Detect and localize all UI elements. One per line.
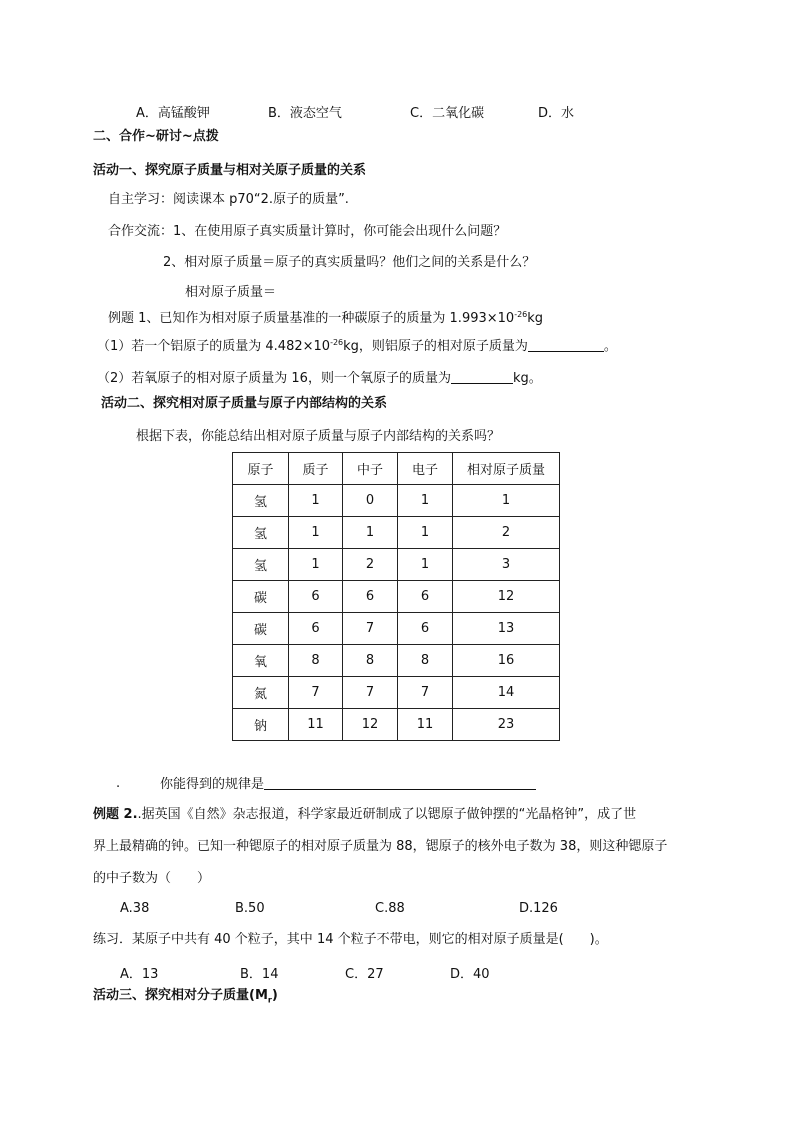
cell-atom: 氢 [233, 485, 289, 517]
example2-option-a: A.38 [120, 901, 150, 916]
option-a: A．高锰酸钾 [136, 106, 210, 121]
example2-option-c: C.88 [375, 901, 405, 916]
cell-electrons: 1 [398, 517, 453, 549]
practice-option-b: B．14 [240, 967, 279, 982]
activity2-intro: 根据下表，你能总结出相对原子质量与原子内部结构的关系吗？ [136, 429, 501, 444]
table-row [233, 613, 560, 645]
cell-electrons: 6 [398, 613, 453, 645]
question1-end: 。 [603, 339, 617, 354]
option-d: D．水 [538, 106, 575, 121]
cell-electrons: 1 [398, 485, 453, 517]
practice-option-d: D．40 [450, 967, 490, 982]
activity3-close: ) [271, 988, 278, 1003]
cell-atom: 氧 [233, 645, 289, 677]
cell-electrons: 1 [398, 549, 453, 581]
cell-protons: 11 [289, 709, 343, 741]
example2-line1-text: .据英国《自然》杂志报道，科学家最近研制成了以锶原子做钟摆的“光晶格钟”，成了世 [137, 807, 637, 822]
question2-answer-blank[interactable] [451, 369, 513, 384]
cell-atom: 氢 [233, 549, 289, 581]
practice-option-c: C．27 [345, 967, 384, 982]
cell-relative-mass: 23 [453, 709, 560, 741]
example2-line2: 界上最精确的钟。已知一种锶原子的相对原子质量为 88，锶原子的核外电子数为 38，则这种锶原子 [93, 839, 668, 854]
example2-line3: 的中子数为（ ） [93, 871, 211, 886]
practice-question: 练习．某原子中共有 40 个粒子，其中 14 个粒子不带电，则它的相对原子质量是( )。 [93, 932, 608, 947]
rule-answer-blank[interactable] [264, 775, 536, 790]
header-electrons: 电子 [398, 453, 453, 485]
cell-protons: 6 [289, 581, 343, 613]
table-row [233, 517, 560, 549]
activity3-title-text: 活动三、探究相对分子质量(M [93, 988, 268, 1003]
table-row [233, 485, 560, 517]
question1-text [97, 337, 617, 356]
example2-line1 [93, 806, 636, 824]
cell-protons: 1 [289, 485, 343, 517]
cell-neutrons: 1 [343, 517, 398, 549]
cell-electrons: 8 [398, 645, 453, 677]
cell-relative-mass: 12 [453, 581, 560, 613]
cell-protons: 6 [289, 613, 343, 645]
cell-neutrons: 12 [343, 709, 398, 741]
rule-line [160, 775, 536, 794]
cell-electrons: 7 [398, 677, 453, 709]
practice-option-a: A．13 [120, 967, 159, 982]
section2-title: 二、合作~研讨~点拨 [93, 129, 219, 144]
option-b: B．液态空气 [268, 106, 342, 121]
cell-relative-mass: 14 [453, 677, 560, 709]
coop-question-1: 合作交流：1、在使用原子真实质量计算时，你可能会出现什么问题？ [108, 224, 507, 239]
cell-protons: 7 [289, 677, 343, 709]
rule-text: 你能得到的规律是 [160, 777, 265, 792]
atom-structure-table [232, 452, 560, 741]
cell-relative-mass: 13 [453, 613, 560, 645]
coop-question-2: 2、相对原子质量＝原子的真实质量吗？他们之间的关系是什么？ [163, 255, 536, 270]
example2-option-b: B.50 [235, 901, 265, 916]
activity1-title: 活动一、探究原子质量与相对关原子质量的关系 [93, 163, 367, 178]
example1-text [108, 310, 543, 328]
header-relative-mass: 相对原子质量 [453, 453, 560, 485]
table-row [233, 677, 560, 709]
cell-relative-mass: 16 [453, 645, 560, 677]
cell-atom: 氮 [233, 677, 289, 709]
question1-rest: kg，则铝原子的相对原子质量为 [343, 339, 528, 354]
activity3-title [93, 987, 278, 1005]
question1-answer-blank[interactable] [528, 337, 604, 352]
cell-atom: 碳 [233, 581, 289, 613]
question1-exponent: -26 [330, 338, 344, 347]
table-row [233, 645, 560, 677]
cell-atom: 钠 [233, 709, 289, 741]
cell-electrons: 6 [398, 581, 453, 613]
cell-neutrons: 7 [343, 677, 398, 709]
cell-relative-mass: 1 [453, 485, 560, 517]
header-neutrons: 中子 [343, 453, 398, 485]
table-row [233, 709, 560, 741]
question2-body: （2）若氧原子的相对原子质量为 16，则一个氧原子的质量为 [97, 371, 451, 386]
cell-electrons: 11 [398, 709, 453, 741]
table-row [233, 581, 560, 613]
example2-option-d: D.126 [519, 901, 558, 916]
header-protons: 质子 [289, 453, 343, 485]
rule-dot: . [116, 776, 121, 791]
cell-relative-mass: 2 [453, 517, 560, 549]
cell-neutrons: 7 [343, 613, 398, 645]
question1-body: （1）若一个铝原子的质量为 4.482×10 [97, 339, 331, 354]
example1-exponent: -26 [514, 310, 528, 319]
cell-relative-mass: 3 [453, 549, 560, 581]
example1-unit: kg [527, 311, 544, 326]
cell-neutrons: 6 [343, 581, 398, 613]
formula-text: 相对原子质量＝ [185, 285, 277, 300]
cell-neutrons: 8 [343, 645, 398, 677]
question2-end: kg。 [512, 371, 542, 386]
activity2-title: 活动二、探究相对原子质量与原子内部结构的关系 [101, 396, 388, 411]
cell-neutrons: 0 [343, 485, 398, 517]
header-atom: 原子 [233, 453, 289, 485]
cell-protons: 1 [289, 549, 343, 581]
cell-neutrons: 2 [343, 549, 398, 581]
table-header-row [233, 453, 560, 485]
cell-protons: 8 [289, 645, 343, 677]
option-c: C．二氧化碳 [410, 106, 485, 121]
example1-body: 例题 1、已知作为相对原子质量基准的一种碳原子的质量为 1.993×10 [108, 311, 515, 326]
table-row [233, 549, 560, 581]
question2-text [97, 369, 542, 388]
activity3-subscript: r [267, 995, 272, 1005]
cell-protons: 1 [289, 517, 343, 549]
example2-label: 例题 2. [93, 807, 138, 822]
cell-atom: 碳 [233, 613, 289, 645]
cell-atom: 氢 [233, 517, 289, 549]
self-study-text: 自主学习：阅读课本 p70“2.原子的质量”. [108, 192, 349, 207]
